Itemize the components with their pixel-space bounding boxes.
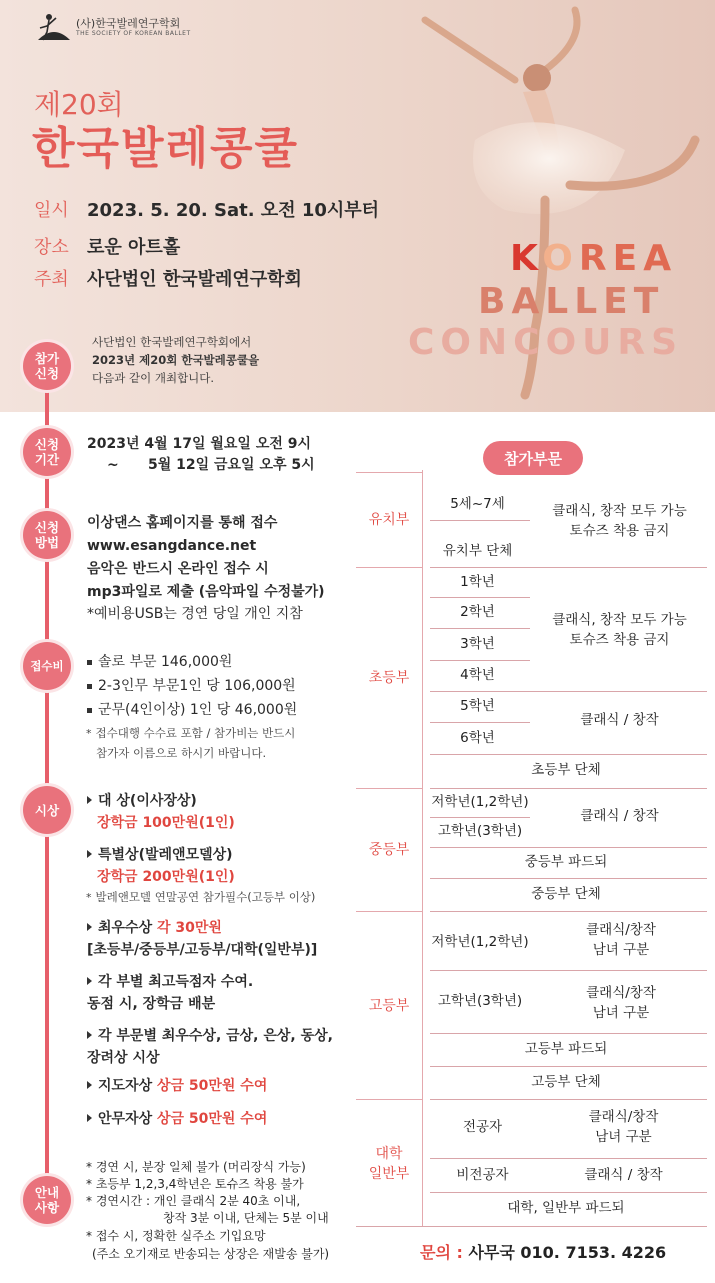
method-line-3: 음악은 반드시 온라인 접수 시	[87, 561, 269, 577]
table-divider	[422, 470, 423, 1227]
row-line	[430, 1033, 707, 1034]
method-url: www.esangdance.net	[87, 538, 257, 554]
row-line	[430, 691, 707, 692]
high-pdd: 고등부 파드되	[524, 1041, 608, 1057]
kinder-age: 5세~7세	[450, 496, 505, 512]
award-special-text: 특별상(발레앤모델상)	[98, 847, 233, 863]
middle-group: 중등부 단체	[531, 886, 601, 902]
kbc-word-concours: CONCOURS	[408, 322, 684, 363]
arrow-icon	[87, 850, 92, 858]
row-line	[430, 1192, 707, 1193]
award-special	[87, 845, 233, 866]
middle-desc: 클래식 / 창작	[580, 808, 659, 824]
middle-pdd: 중등부 파드되	[524, 854, 608, 870]
award-coach	[87, 1076, 267, 1097]
award-special-note: * 발레앤모델 연말공연 참가필수(고등부 이상)	[86, 890, 316, 904]
elem-desc-2: 클래식 / 창작	[580, 712, 659, 728]
elem-g2: 2학년	[460, 604, 495, 620]
info-value-venue: 로운 아트홀	[87, 237, 181, 258]
award-each-2: 장려상 시상	[87, 1050, 160, 1066]
notice-1: * 경연 시, 분장 일체 불가 (머리장식 가능)	[86, 1160, 306, 1174]
arrow-icon	[87, 1081, 92, 1089]
kbc-word-ballet: BALLET	[478, 281, 665, 322]
row-line	[430, 754, 707, 755]
award-top-2: 동점 시, 장학금 배분	[87, 996, 216, 1012]
fee-solo	[87, 652, 232, 673]
info-value-host: 사단법인 한국발레연구학회	[87, 269, 302, 290]
contact-phone: 사무국 010. 7153. 4226	[468, 1243, 667, 1262]
badge-method: 신청 방법	[23, 511, 71, 559]
high-group: 고등부 단체	[531, 1074, 601, 1090]
fee-duo-text: 2-3인무 부문1인 당 106,000원	[98, 678, 296, 694]
org-name-korean: (사)한국발레연구학회	[76, 17, 181, 30]
elem-group: 초등부 단체	[531, 762, 601, 778]
award-grand-prize: 장학금 100만원(1인)	[97, 815, 235, 831]
elem-desc-1: 클래식, 창작 모두 가능 토슈즈 착용 금지	[552, 612, 687, 648]
cat-middle: 중등부	[356, 788, 422, 911]
intro-line-1: 사단법인 한국발레연구학회에서	[92, 335, 252, 349]
award-top	[87, 972, 253, 993]
row-line	[430, 1066, 707, 1067]
notice-2: * 초등부 1,2,3,4학년은 토슈즈 착용 불가	[86, 1177, 304, 1191]
univ-nonmajor-desc: 클래식 / 창작	[584, 1167, 663, 1183]
contact-info	[420, 1240, 666, 1263]
info-key-host: 주최	[34, 269, 69, 290]
high-low-desc: 클래식/창작 남녀 구분	[586, 922, 656, 958]
period-line-1: 2023년 4월 17일 월요일 오전 9시	[87, 436, 312, 452]
elem-g5: 5학년	[460, 698, 495, 714]
cat-univ: 대학 일반부	[356, 1099, 422, 1227]
bullet-icon	[87, 708, 92, 713]
page-title: 한국발레콩쿨	[32, 123, 300, 174]
fee-duo	[87, 676, 296, 697]
elem-g6: 6학년	[460, 730, 495, 746]
period-line-2: ~ 5월 12일 금요일 오후 5시	[107, 457, 315, 473]
edition-label: 제20회	[34, 88, 124, 121]
elem-g3: 3학년	[460, 636, 495, 652]
row-line	[356, 1226, 707, 1227]
row-line	[430, 520, 530, 521]
middle-low: 저학년(1,2학년)	[431, 794, 529, 810]
badge-fee: 접수비	[23, 642, 71, 690]
row-line	[430, 817, 530, 818]
cat-elem: 초등부	[356, 567, 422, 788]
timeline-line	[45, 345, 49, 1225]
award-grand	[87, 791, 197, 812]
cat-high: 고등부	[356, 911, 422, 1099]
award-each-text: 각 부문별 최우수상, 금상, 은상, 동상,	[98, 1028, 333, 1044]
univ-major: 전공자	[462, 1119, 503, 1135]
row-line	[430, 567, 707, 568]
badge-award: 시상	[23, 786, 71, 834]
award-each	[87, 1026, 333, 1047]
row-line	[430, 788, 707, 789]
high-low: 저학년(1,2학년)	[431, 934, 529, 950]
arrow-icon	[87, 796, 92, 804]
award-grand-text: 대 상(이사장상)	[98, 793, 197, 809]
elem-g1: 1학년	[460, 574, 495, 590]
fee-group-text: 군무(4인이상) 1인 당 46,000원	[98, 702, 298, 718]
row-line	[430, 911, 707, 912]
arrow-icon	[87, 1031, 92, 1039]
method-line-1: 이상댄스 홈페이지를 통해 접수	[87, 515, 278, 531]
row-line	[430, 970, 707, 971]
row-line	[430, 597, 530, 598]
award-top-text: 각 부별 최고득점자 수여.	[98, 974, 254, 990]
cat-kinder: 유치부	[356, 472, 422, 567]
high-high: 고학년(3학년)	[437, 993, 523, 1009]
fee-note-2: 참가자 이름으로 하시기 바랍니다.	[96, 746, 267, 760]
notice-6: (주소 오기재로 반송되는 상장은 재발송 불가)	[92, 1247, 330, 1261]
badge-period: 신청 기간	[23, 428, 71, 476]
intro-line-2: 2023년 제20회 한국발레콩쿨을	[92, 353, 260, 367]
notice-3: * 경연시간 : 개인 클래식 2분 40초 이내,	[86, 1194, 301, 1208]
award-choreo	[87, 1109, 267, 1130]
award-best-prize: 각 30만원	[156, 920, 222, 936]
award-best-divisions: [초등부/중등부/고등부/대학(일반부)]	[87, 942, 318, 958]
elem-g4: 4학년	[460, 667, 495, 683]
badge-apply: 참가 신청	[23, 342, 71, 390]
notice-5: * 접수 시, 정확한 실주소 기입요망	[86, 1229, 266, 1243]
univ-pdd: 대학, 일반부 파드되	[507, 1200, 625, 1216]
high-high-desc: 클래식/창작 남녀 구분	[586, 985, 656, 1021]
method-line-5: *예비용USB는 경연 당일 개인 지참	[87, 606, 303, 622]
award-coach-text: 지도자상	[98, 1078, 153, 1094]
row-line	[430, 847, 707, 848]
bullet-icon	[87, 660, 92, 665]
arrow-icon	[87, 977, 92, 985]
bullet-icon	[87, 684, 92, 689]
arrow-icon	[87, 923, 92, 931]
univ-nonmajor: 비전공자	[456, 1167, 509, 1183]
award-special-prize: 장학금 200만원(1인)	[97, 869, 235, 885]
row-line	[430, 660, 530, 661]
section-header-divisions: 참가부문	[483, 441, 583, 475]
info-key-venue: 장소	[34, 237, 69, 258]
univ-major-desc: 클래식/창작 남녀 구분	[588, 1109, 659, 1145]
kbc-word-korea: KOREA	[510, 238, 678, 279]
row-line	[430, 1099, 707, 1100]
middle-high: 고학년(3학년)	[437, 823, 523, 839]
row-line	[430, 722, 530, 723]
kinder-desc: 클래식, 창작 모두 가능 토슈즈 착용 금지	[552, 503, 687, 539]
fee-solo-text: 솔로 부문 146,000원	[98, 654, 233, 670]
row-line	[430, 878, 707, 879]
row-line	[430, 628, 530, 629]
info-key-date: 일시	[34, 200, 69, 221]
notice-4: 창작 3분 이내, 단체는 5분 이내	[163, 1211, 329, 1225]
intro-line-3: 다음과 같이 개최합니다.	[92, 371, 215, 385]
society-logo-icon	[34, 10, 74, 46]
arrow-icon	[87, 1114, 92, 1122]
badge-notice: 안내 사항	[23, 1176, 71, 1224]
org-name-english: THE SOCIETY OF KOREAN BALLET	[76, 30, 191, 37]
award-special-note-text: 발레앤모델 연말공연 참가필수(고등부 이상)	[95, 890, 316, 904]
fee-note-1-text: 접수대행 수수료 포함 / 참가비는 반드시	[95, 726, 296, 740]
award-coach-prize: 상금 50만원 수여	[156, 1078, 268, 1094]
hero-banner	[0, 0, 715, 412]
award-best	[87, 918, 222, 939]
fee-group	[87, 700, 297, 721]
row-line	[430, 1158, 707, 1159]
contact-label: 문의 :	[420, 1243, 463, 1262]
award-choreo-text: 안무자상	[98, 1111, 153, 1127]
info-value-date: 2023. 5. 20. Sat. 오전 10시부터	[87, 200, 380, 221]
method-line-4: mp3파일로 제출 (음악파일 수정불가)	[87, 584, 325, 600]
intro-text	[92, 333, 342, 387]
award-choreo-prize: 상금 50만원 수여	[156, 1111, 268, 1127]
award-best-text: 최우수상	[98, 920, 153, 936]
kinder-group: 유치부 단체	[442, 543, 513, 559]
fee-note-1: * 접수대행 수수료 포함 / 참가비는 반드시	[86, 726, 296, 740]
